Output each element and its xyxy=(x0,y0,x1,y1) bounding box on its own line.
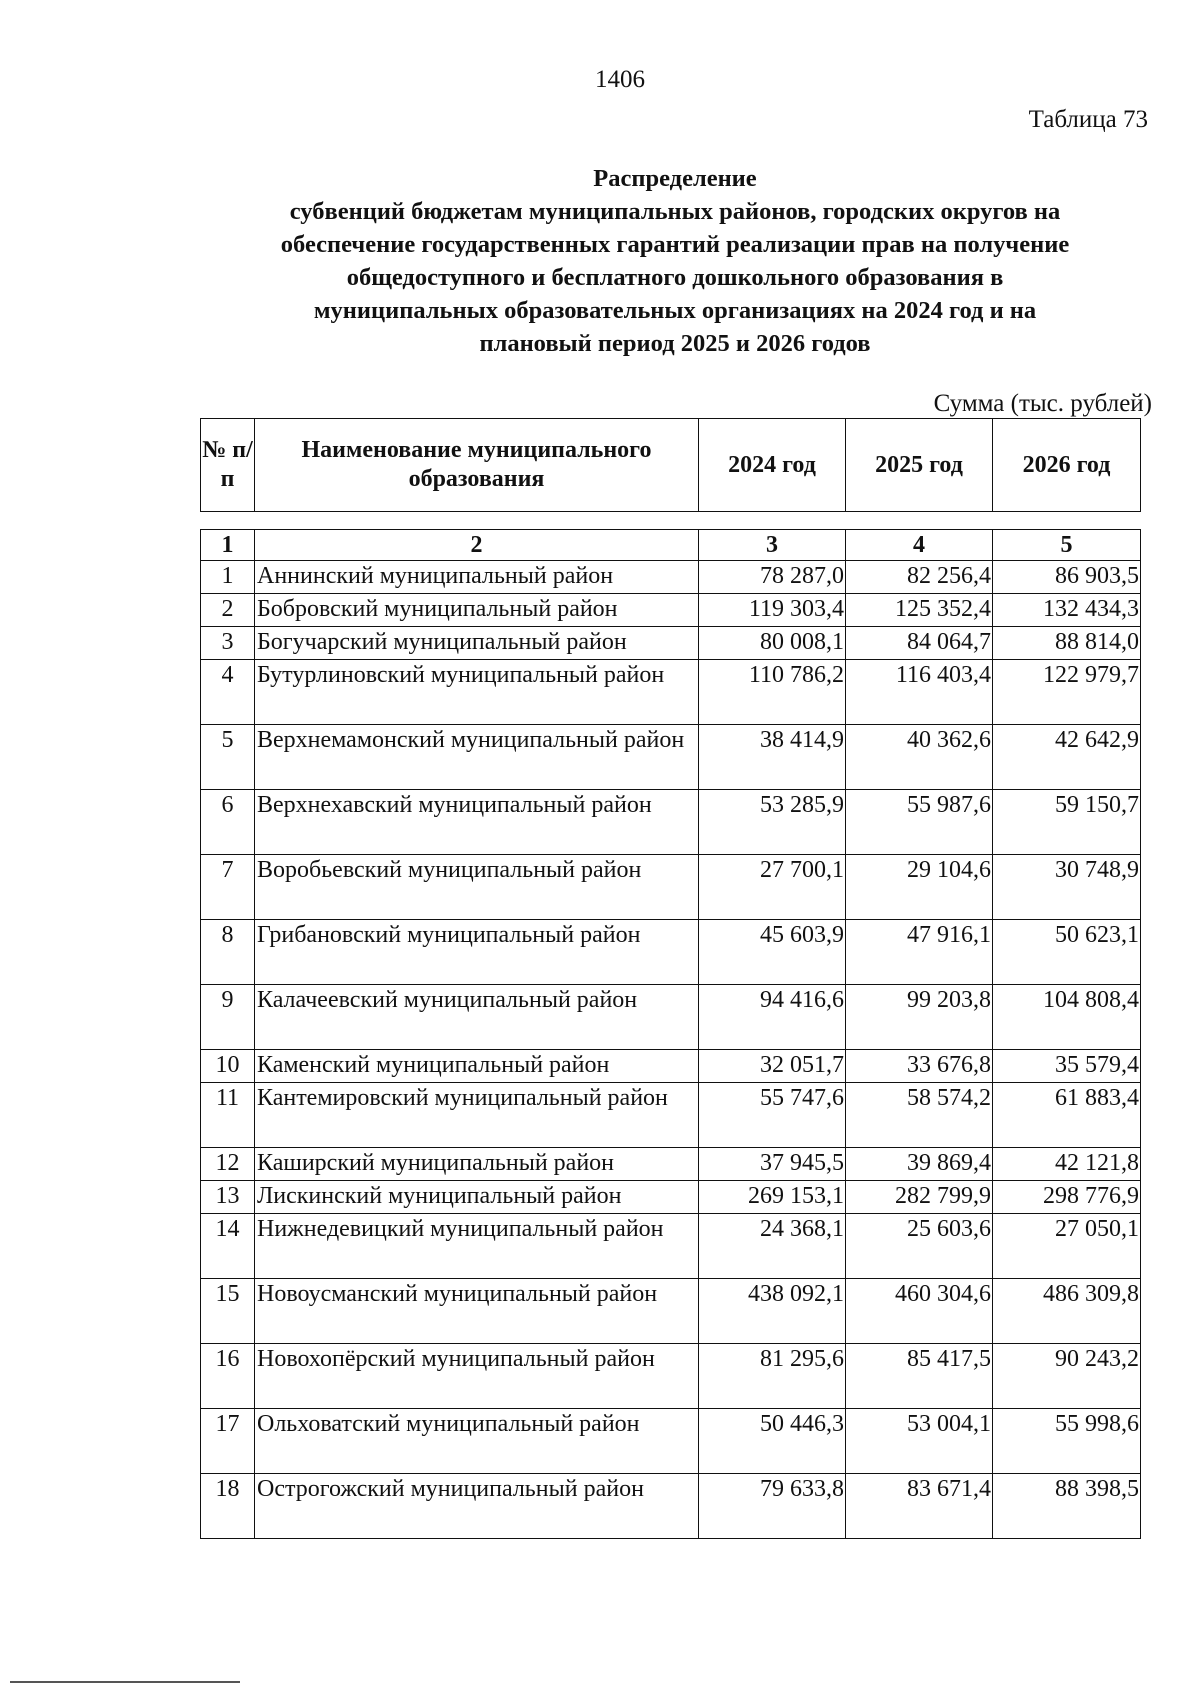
value-2026: 35 579,4 xyxy=(993,1050,1141,1083)
value-2025: 53 004,1 xyxy=(846,1409,993,1474)
value-2024: 32 051,7 xyxy=(699,1050,846,1083)
title-line: Распределение xyxy=(593,165,757,192)
value-2026: 42 642,9 xyxy=(993,725,1141,790)
value-2024: 53 285,9 xyxy=(699,790,846,855)
table-row xyxy=(201,1050,1141,1083)
value-2026: 59 150,7 xyxy=(993,790,1141,855)
row-number: 3 xyxy=(201,627,255,660)
value-2026: 27 050,1 xyxy=(993,1214,1141,1279)
value-2026: 50 623,1 xyxy=(993,920,1141,985)
title-line: муниципальных образовательных организациях на 2024 год и на xyxy=(313,297,1037,324)
municipality-name: Воробьевский муниципальный район xyxy=(255,855,699,920)
title-line: субвенций бюджетам муниципальных районов, городских округов на xyxy=(289,198,1061,225)
row-number: 1 xyxy=(201,561,255,594)
value-2026: 90 243,2 xyxy=(993,1344,1141,1409)
value-2025: 125 352,4 xyxy=(846,594,993,627)
row-number: 10 xyxy=(201,1050,255,1083)
value-2025: 282 799,9 xyxy=(846,1181,993,1214)
value-2025: 99 203,8 xyxy=(846,985,993,1050)
value-2025: 55 987,6 xyxy=(846,790,993,855)
value-2026: 132 434,3 xyxy=(993,594,1141,627)
value-2024: 24 368,1 xyxy=(699,1214,846,1279)
value-2024: 37 945,5 xyxy=(699,1148,846,1181)
value-2026: 55 998,6 xyxy=(993,1409,1141,1474)
value-2025: 460 304,6 xyxy=(846,1279,993,1344)
column-number: 5 xyxy=(993,530,1141,561)
municipality-name: Верхнехавский муниципальный район xyxy=(255,790,699,855)
title-line: общедоступного и бесплатного дошкольного образования в xyxy=(346,264,1004,291)
municipality-name: Грибановский муниципальный район xyxy=(255,920,699,985)
municipality-name: Верхнемамонский муниципальный район xyxy=(255,725,699,790)
municipality-name: Ольховатский муниципальный район xyxy=(255,1409,699,1474)
column-numbers-row xyxy=(201,530,1141,561)
value-2024: 119 303,4 xyxy=(699,594,846,627)
subvention-table xyxy=(200,529,1141,1539)
municipality-name: Нижнедевицкий муниципальный район xyxy=(255,1214,699,1279)
municipality-name: Бобровский муниципальный район xyxy=(255,594,699,627)
value-2026: 88 398,5 xyxy=(993,1474,1141,1539)
table-row xyxy=(201,594,1141,627)
table-row xyxy=(201,1214,1141,1279)
row-number: 11 xyxy=(201,1083,255,1148)
value-2025: 40 362,6 xyxy=(846,725,993,790)
row-number: 15 xyxy=(201,1279,255,1344)
value-2024: 81 295,6 xyxy=(699,1344,846,1409)
column-number: 2 xyxy=(255,530,699,561)
municipality-name: Каширский муниципальный район xyxy=(255,1148,699,1181)
row-number: 4 xyxy=(201,660,255,725)
page-number: 1406 xyxy=(595,66,645,93)
header-name: Наименование муниципального образования xyxy=(255,419,699,512)
row-number: 6 xyxy=(201,790,255,855)
value-2026: 486 309,8 xyxy=(993,1279,1141,1344)
municipality-name: Каменский муниципальный район xyxy=(255,1050,699,1083)
header-2024: 2024 год xyxy=(699,419,846,512)
table-row xyxy=(201,627,1141,660)
row-number: 7 xyxy=(201,855,255,920)
value-2026: 42 121,8 xyxy=(993,1148,1141,1181)
table-row xyxy=(201,1409,1141,1474)
table-row xyxy=(201,1344,1141,1409)
row-number: 9 xyxy=(201,985,255,1050)
value-2026: 298 776,9 xyxy=(993,1181,1141,1214)
header-2026: 2026 год xyxy=(993,419,1141,512)
row-number: 5 xyxy=(201,725,255,790)
row-number: 13 xyxy=(201,1181,255,1214)
title-line: обеспечение государственных гарантий реализации прав на получение xyxy=(280,231,1070,258)
municipality-name: Богучарский муниципальный район xyxy=(255,627,699,660)
value-2026: 30 748,9 xyxy=(993,855,1141,920)
document-title xyxy=(170,162,1180,360)
table-row xyxy=(201,855,1141,920)
table-row xyxy=(201,1474,1141,1539)
table-row xyxy=(201,790,1141,855)
municipality-name: Новохопёрский муниципальный район xyxy=(255,1344,699,1409)
value-2024: 55 747,6 xyxy=(699,1083,846,1148)
row-number: 12 xyxy=(201,1148,255,1181)
value-2025: 82 256,4 xyxy=(846,561,993,594)
header-num: № п/п xyxy=(201,419,255,512)
table-header xyxy=(200,418,1141,512)
value-2024: 78 287,0 xyxy=(699,561,846,594)
column-number: 1 xyxy=(201,530,255,561)
value-2025: 83 671,4 xyxy=(846,1474,993,1539)
table-row xyxy=(201,725,1141,790)
value-2025: 84 064,7 xyxy=(846,627,993,660)
row-number: 16 xyxy=(201,1344,255,1409)
value-2024: 80 008,1 xyxy=(699,627,846,660)
table-row xyxy=(201,1181,1141,1214)
title-line: плановый период 2025 и 2026 годов xyxy=(479,330,871,357)
table-row xyxy=(201,660,1141,725)
value-2026: 61 883,4 xyxy=(993,1083,1141,1148)
value-2025: 25 603,6 xyxy=(846,1214,993,1279)
value-2025: 47 916,1 xyxy=(846,920,993,985)
value-2025: 58 574,2 xyxy=(846,1083,993,1148)
table-row xyxy=(201,920,1141,985)
value-2025: 116 403,4 xyxy=(846,660,993,725)
value-2024: 79 633,8 xyxy=(699,1474,846,1539)
value-2025: 33 676,8 xyxy=(846,1050,993,1083)
header-2025: 2025 год xyxy=(846,419,993,512)
row-number: 17 xyxy=(201,1409,255,1474)
value-2026: 88 814,0 xyxy=(993,627,1141,660)
table-row xyxy=(201,985,1141,1050)
scan-edge-line xyxy=(10,1681,240,1683)
municipality-name: Бутурлиновский муниципальный район xyxy=(255,660,699,725)
value-2024: 438 092,1 xyxy=(699,1279,846,1344)
value-2025: 39 869,4 xyxy=(846,1148,993,1181)
value-2024: 45 603,9 xyxy=(699,920,846,985)
table-row xyxy=(201,1083,1141,1148)
value-2024: 94 416,6 xyxy=(699,985,846,1050)
value-2024: 27 700,1 xyxy=(699,855,846,920)
row-number: 2 xyxy=(201,594,255,627)
table-label: Таблица 73 xyxy=(1028,106,1148,133)
municipality-name: Кантемировский муниципальный район xyxy=(255,1083,699,1148)
municipality-name: Калачеевский муниципальный район xyxy=(255,985,699,1050)
municipality-name: Новоусманский муниципальный район xyxy=(255,1279,699,1344)
column-number: 4 xyxy=(846,530,993,561)
value-2024: 110 786,2 xyxy=(699,660,846,725)
value-2024: 50 446,3 xyxy=(699,1409,846,1474)
municipality-name: Аннинский муниципальный район xyxy=(255,561,699,594)
value-2026: 104 808,4 xyxy=(993,985,1141,1050)
municipality-name: Лискинский муниципальный район xyxy=(255,1181,699,1214)
row-number: 8 xyxy=(201,920,255,985)
municipality-name: Острогожский муниципальный район xyxy=(255,1474,699,1539)
row-number: 14 xyxy=(201,1214,255,1279)
value-2025: 85 417,5 xyxy=(846,1344,993,1409)
units-note: Сумма (тыс. рублей) xyxy=(933,390,1152,417)
table-row xyxy=(201,1148,1141,1181)
value-2025: 29 104,6 xyxy=(846,855,993,920)
table-row xyxy=(201,561,1141,594)
value-2024: 269 153,1 xyxy=(699,1181,846,1214)
row-number: 18 xyxy=(201,1474,255,1539)
value-2024: 38 414,9 xyxy=(699,725,846,790)
column-number: 3 xyxy=(699,530,846,561)
table-row xyxy=(201,1279,1141,1344)
value-2026: 86 903,5 xyxy=(993,561,1141,594)
value-2026: 122 979,7 xyxy=(993,660,1141,725)
